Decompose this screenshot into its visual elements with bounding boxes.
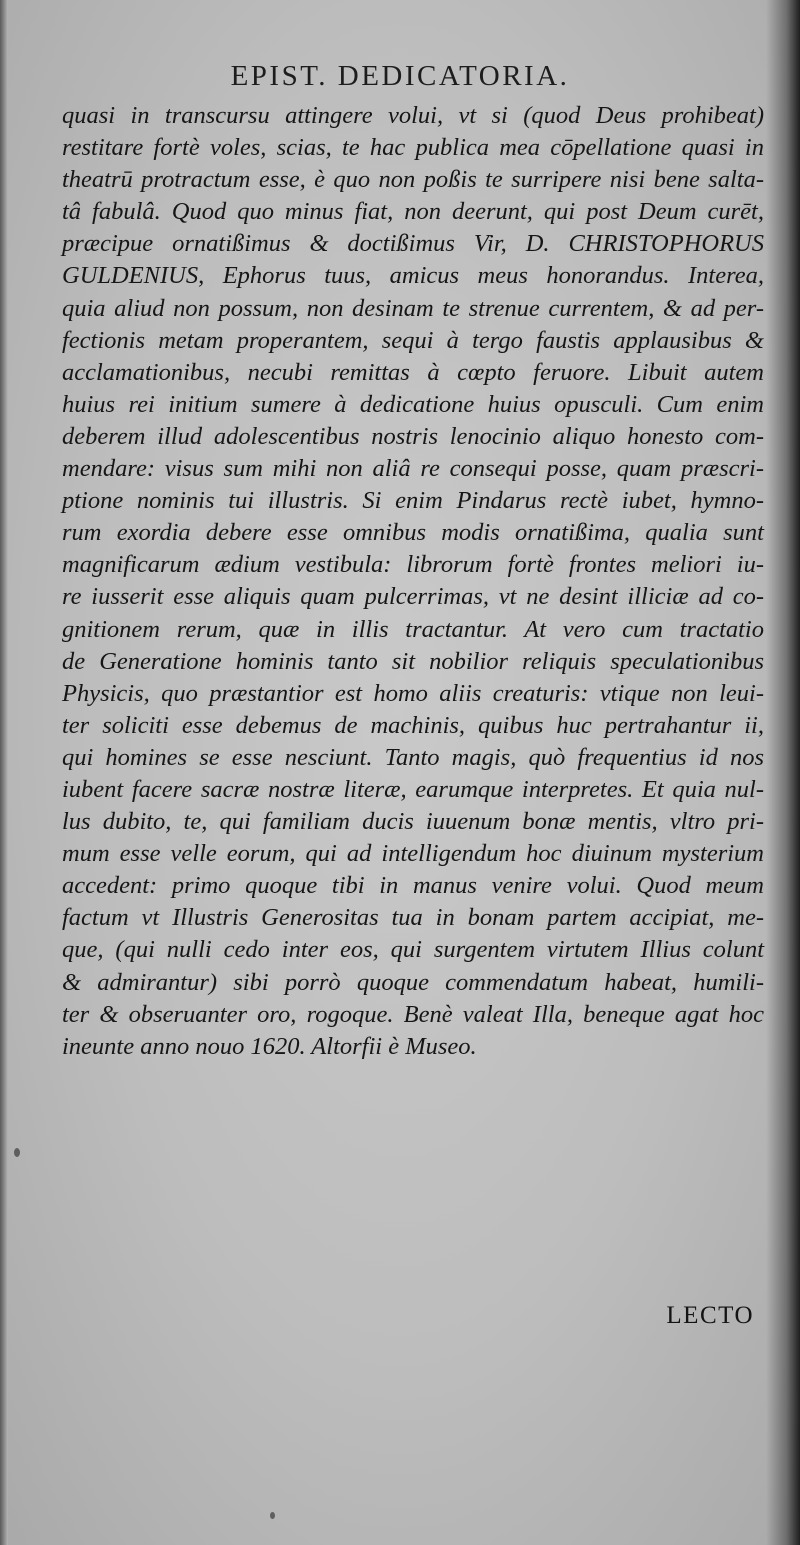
ink-speck (14, 1148, 20, 1157)
text-line: ptione nominis tui illustris. Si enim Pindarus rectè iubet, hymno- (62, 487, 764, 515)
text-line: ter soliciti esse debemus de machinis, quibus huc pertrahantur ii, (62, 711, 764, 739)
text-line: iubent facere sacræ nostræ literæ, earumque interpretes. Et quia nul- (62, 775, 764, 803)
text-line-last: ineunte anno nouo 1620. Altorfii è Museo. (62, 1032, 477, 1060)
text-line: de Generatione hominis tanto sit nobilior reliquis speculationibus (62, 647, 764, 675)
text-line: gnitionem rerum, quæ in illis tractantur. At vero cum tractatio (62, 615, 764, 643)
text-line: quasi in transcursu attingere volui, vt si (quod Deus prohibeat) (62, 102, 764, 129)
catchword: LECTO (666, 1302, 754, 1329)
text-line: huius rei initium sumere à dedicatione huius opusculi. Cum enim (62, 390, 764, 418)
text-line: accedent: primo quoque tibi in manus venire volui. Quod meum (62, 872, 764, 900)
running-head: EPIST. DEDICATORIA. (230, 60, 570, 92)
text-line: re iusserit esse aliquis quam pulcerrimas, vt ne desint illiciæ ad co- (62, 583, 764, 611)
text-line: qui homines se esse nesciunt. Tanto magis, quò frequentius id nos (62, 743, 764, 771)
text-line: rum exordia debere esse omnibus modis ornatißima, qualia sunt (62, 519, 764, 547)
text-line: restitare fortè voles, scias, te hac publica mea cōpellatione quasi in (62, 134, 764, 162)
text-line: tâ fabulâ. Quod quo minus fiat, non deerunt, qui post Deum curēt, (62, 198, 764, 226)
text-line: quia aliud non possum, non desinam te strenue currentem, & ad per- (62, 294, 764, 322)
text-line: factum vt Illustris Generositas tua in bonam partem accipiat, me- (62, 904, 764, 932)
page-gutter-edge (0, 0, 8, 1545)
text-line: deberem illud adolescentibus nostris lenocinio aliquo honesto com- (62, 422, 764, 450)
page-binding-shadow (766, 0, 800, 1545)
text-line: que, (qui nulli cedo inter eos, qui surgentem virtutem Illius colunt (62, 936, 764, 964)
text-line: Physicis, quo præstantior est homo aliis creaturis: vtique non leui- (62, 679, 764, 707)
text-line: lus dubito, te, qui familiam ducis iuuenum bonæ mentis, vltro pri- (62, 808, 764, 836)
text-line: mum esse velle eorum, qui ad intelligendum hoc diuinum mysterium (62, 840, 764, 868)
text-line: mendare: visus sum mihi non aliâ re consequi posse, quam præscri- (62, 455, 764, 483)
text-line: & admirantur) sibi porrò quoque commendatum habeat, humili- (62, 968, 764, 996)
text-line: GULDENIUS, Ephorus tuus, amicus meus honorandus. Interea, (62, 262, 764, 290)
text-line: fectionis metam properantem, sequi à tergo faustis applausibus & (62, 326, 764, 354)
text-line: acclamationibus, necubi remittas à cœpto feruore. Libuit autem (62, 358, 764, 386)
text-line: theatrū protractum esse, è quo non poßis te surripere nisi bene salta- (62, 166, 764, 194)
text-line: ter & obseruanter oro, rogoque. Benè valeat Illa, beneque agat hoc (62, 1000, 764, 1028)
text-line: magnificarum ædium vestibula: librorum fortè frontes meliori iu- (62, 551, 764, 579)
text-line: præcipue ornatißimus & doctißimus Vir, D. CHRISTOPHORUS (62, 230, 764, 258)
dedication-text-block (62, 100, 764, 1063)
ink-speck (270, 1512, 275, 1519)
